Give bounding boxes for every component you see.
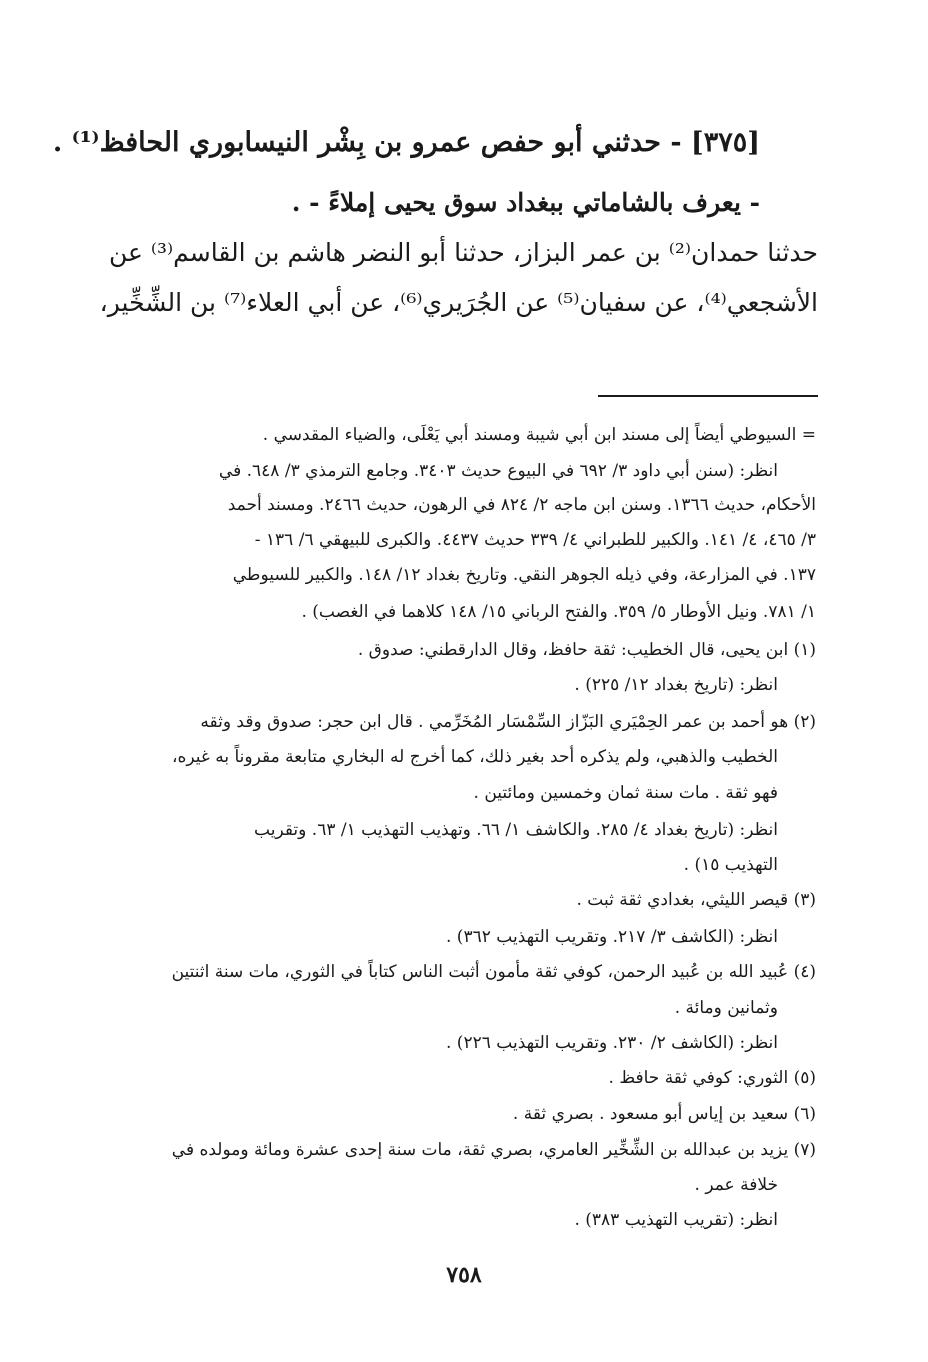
- footnote-line: الخطيب والذهبي، ولم يذكره أحد بغير ذلك، كما أخرج له البخاري متابعة مقروناً به غيره،: [172, 747, 778, 767]
- footnote-line: ١/ ٧٨١. ونيل الأوطار ٥/ ٣٥٩. والفتح الرباني ١٥/ ١٤٨ كلاهما في الغصب) .: [301, 602, 816, 622]
- hadith-header-line-1: [٣٧٥] - حدثني أبو حفص عمرو بن بِشْر النيسابوري الحافظ⁽¹⁾ .: [52, 127, 760, 158]
- footnote-line: انظر: (تقريب التهذيب ٣٨٣) .: [574, 1210, 778, 1230]
- footnote-line: ١٣٧. في المزارعة، وفي ذيله الجوهر النقي. وتاريخ بغداد ١٢/ ١٤٨. والكبير للسيوطي: [232, 565, 816, 585]
- footnote-line: انظر: (الكاشف ٢/ ٢٣٠. وتقريب التهذيب ٢٢٦) .: [446, 1033, 778, 1053]
- footnote-line: خلافة عمر .: [694, 1175, 778, 1195]
- footnote-line: التهذيب ١٥) .: [683, 855, 778, 875]
- footnote-line: (٦) سعيد بن إياس أبو مسعود . بصري ثقة .: [512, 1104, 816, 1124]
- footnote-line: ٣/ ٤٦٥، ٤/ ١٤١. والكبير للطبراني ٤/ ٣٣٩ حديث ٤٤٣٧. والكبرى للبيهقي ٦/ ١٣٦ -: [254, 530, 816, 550]
- footnote-line: (٧) يزيد بن عبدالله بن الشِّخِّير العامري، بصري ثقة، مات سنة إحدى عشرة ومائة ومولده في: [171, 1140, 816, 1160]
- isnad-line-1: حدثنا حمدان⁽²⁾ بن عمر البزاز، حدثنا أبو النضر هاشم بن القاسم⁽³⁾ عن: [108, 238, 818, 267]
- footnote-line: الأحكام، حديث ١٣٦٦. وسنن ابن ماجه ٢/ ٨٢٤ في الرهون، حديث ٢٤٦٦. ومسند أحمد: [227, 495, 816, 515]
- page-number: ٧٥٨: [446, 1262, 482, 1288]
- footnote-line: فهو ثقة . مات سنة ثمان وخمسين ومائتين .: [473, 783, 778, 803]
- footnote-divider: [598, 395, 818, 397]
- hadith-header-line-2: - يعرف بالشاماتي ببغداد سوق يحيى إملاءً - .: [291, 188, 760, 217]
- isnad-line-2: الأشجعي⁽⁴⁾، عن سفيان⁽⁵⁾ عن الجُرَيري⁽⁶⁾، عن أبي العلاء⁽⁷⁾ بن الشِّخِّير،: [99, 288, 818, 317]
- footnote-line: (٢) هو أحمد بن عمر الحِمْيَري البَزّاز السِّمْسَار المُخَرِّمي . قال ابن حجر: صدوق وقد وثقه: [200, 712, 816, 732]
- footnote-line: انظر: (تاريخ بغداد ٤/ ٢٨٥. والكاشف ١/ ٦٦. وتهذيب التهذيب ١/ ٦٣. وتقريب: [254, 820, 778, 840]
- footnote-line: (٤) عُبيد الله بن عُبيد الرحمن، كوفي ثقة مأمون أثبت الناس كتاباً في الثوري، مات سنة اثنتين: [171, 962, 816, 982]
- footnote-line: (٣) قيصر الليثي، بغدادي ثقة ثبت .: [576, 890, 816, 910]
- footnote-line: انظر: (الكاشف ٣/ ٢١٧. وتقريب التهذيب ٣٦٢) .: [446, 927, 778, 947]
- footnote-line: (١) ابن يحيى، قال الخطيب: ثقة حافظ، وقال الدارقطني: صدوق .: [357, 640, 816, 660]
- footnote-line: = السيوطي أيضاً إلى مسند ابن أبي شيبة ومسند أبي يَعْلَى، والضياء المقدسي .: [262, 425, 816, 445]
- footnote-line: (٥) الثوري: كوفي ثقة حافظ .: [608, 1068, 816, 1088]
- footnote-line: انظر: (تاريخ بغداد ١٢/ ٢٢٥) .: [574, 675, 778, 695]
- footnote-line: انظر: (سنن أبي داود ٣/ ٦٩٢ في البيوع حديث ٣٤٠٣. وجامع الترمذي ٣/ ٦٤٨. في: [218, 461, 778, 481]
- footnote-line: وثمانين ومائة .: [674, 998, 778, 1018]
